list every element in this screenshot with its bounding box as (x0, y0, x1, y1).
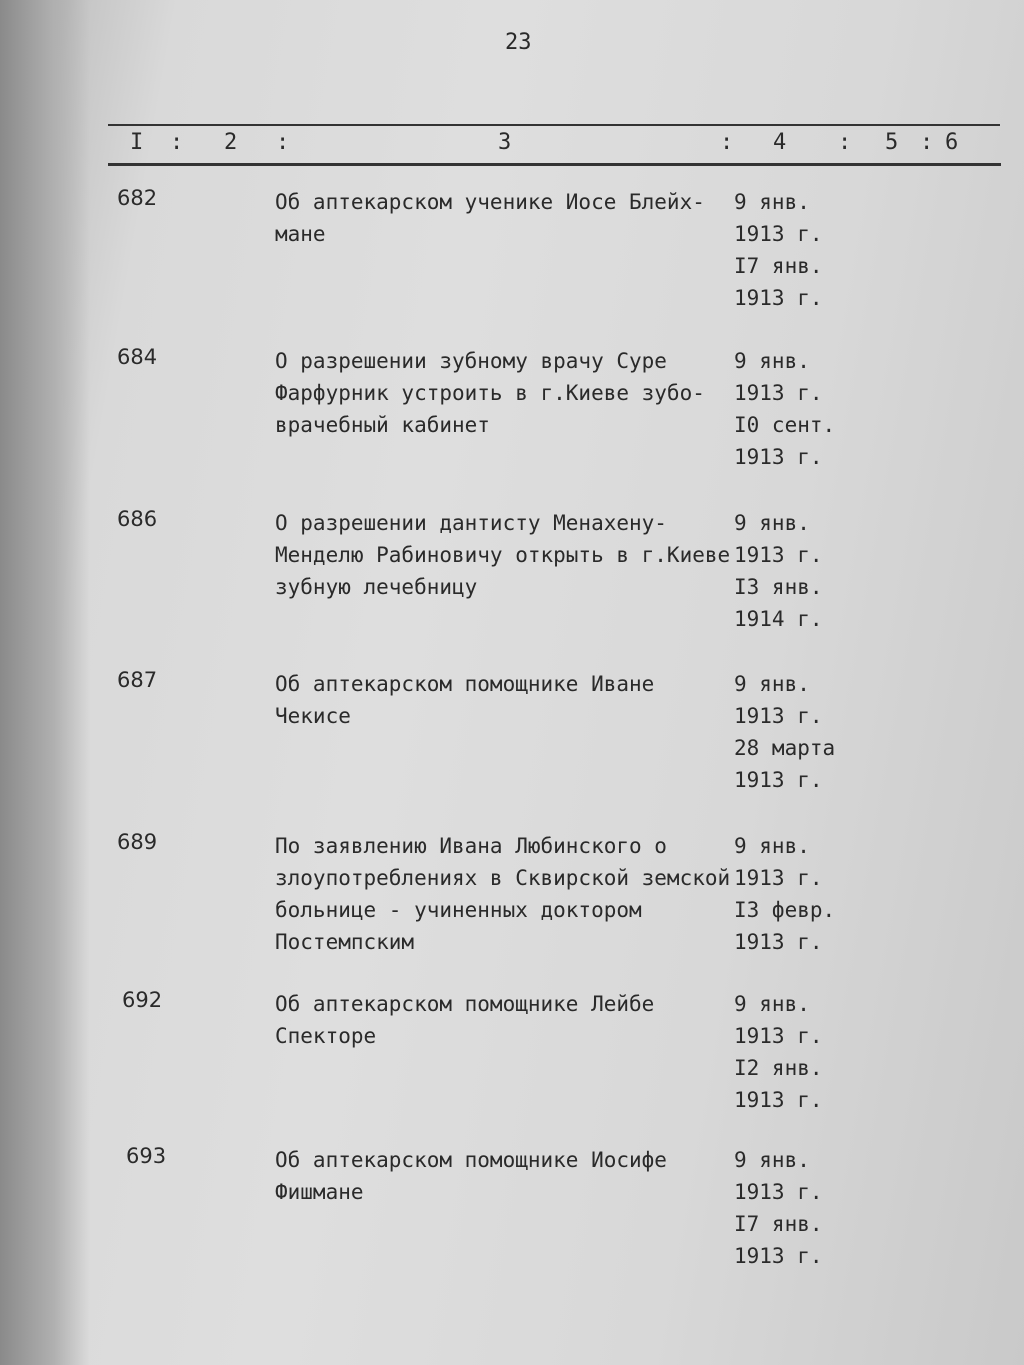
entry-dates: 9 янв. 1913 г. I2 янв. 1913 г. (734, 992, 823, 1112)
entry-title: Об аптекарском ученике Иосе Блейх- мане (275, 190, 705, 246)
column-separator: : (276, 130, 291, 155)
column-separator: : (720, 130, 735, 155)
column-separator: : (838, 130, 853, 155)
entry-title: Об аптекарском помощнике Лейбе Спекторе (275, 992, 655, 1048)
entry-title: По заявлению Ивана Любинского о злоупотреблениях в Сквирской земской больнице - учиненных доктором Постемпским (275, 834, 731, 954)
entry-dates: 9 янв. 1913 г. I0 сент. 1913 г. (734, 349, 836, 469)
column-2-header: 2 (224, 130, 239, 155)
entry-number: 684 (117, 345, 158, 369)
page-binding-shadow (0, 0, 90, 1365)
entry-number: 689 (117, 830, 158, 854)
entry-number: 687 (117, 668, 158, 692)
column-separator: : (170, 130, 185, 155)
column-1-header: I (130, 130, 145, 155)
entry-number: 686 (117, 507, 158, 531)
entry-number: 682 (117, 186, 158, 210)
entry-dates: 9 янв. 1913 г. I3 янв. 1914 г. (734, 511, 823, 631)
entry-title: О разрешении зубному врачу Суре Фарфурник устроить в г.Киеве зубо- врачебный кабинет (275, 349, 705, 437)
column-6-header: 6 (945, 130, 960, 155)
entry-dates: 9 янв. 1913 г. I3 февр. 1913 г. (734, 834, 836, 954)
entry-number: 693 (126, 1144, 167, 1168)
entry-number: 692 (122, 988, 163, 1012)
entry-dates: 9 янв. 1913 г. I7 янв. 1913 г. (734, 1148, 823, 1268)
header-rule-bottom (108, 163, 1001, 166)
column-5-header: 5 (885, 130, 900, 155)
column-3-header: 3 (498, 130, 513, 155)
page-number: 23 (505, 30, 532, 55)
entry-title: Об аптекарском помощнике Иосифе Фишмане (275, 1148, 667, 1204)
column-4-header: 4 (773, 130, 788, 155)
header-rule-top (108, 124, 1000, 126)
column-separator: : (920, 130, 935, 155)
entry-title: Об аптекарском помощнике Иване Чекисе (275, 672, 655, 728)
entry-dates: 9 янв. 1913 г. 28 марта 1913 г. (734, 672, 836, 792)
entry-dates: 9 янв. 1913 г. I7 янв. 1913 г. (734, 190, 823, 310)
entry-title: О разрешении дантисту Менахену- Менделю Рабиновичу открыть в г.Киеве зубную лечебницу (275, 511, 731, 599)
